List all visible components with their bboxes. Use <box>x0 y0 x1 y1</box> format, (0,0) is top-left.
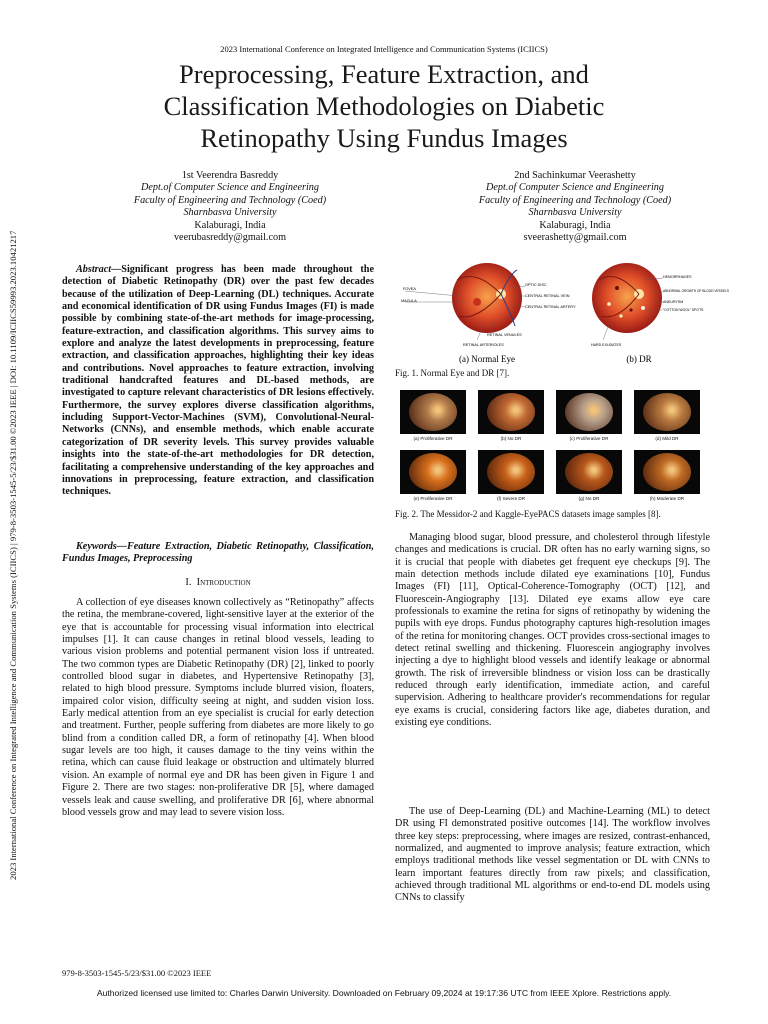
intro-paragraph: A collection of eye diseases known collectively as “Retinopathy” affects the retina, the membrane-covered, light-sensitive layer at the exterior of the eye that is accountable for processing visual information into electrical impulses [1]. It can cause changes in retinal blood vessels, leading to various vision problems and potential permanent vision loss if untreated. The two common types are Diabetic Retinopathy (DR) [2], linked to poorly controlled blood sugar in diabetes, and Hypertensive Retinopathy [3], related to high blood pressure. Symptoms include blurred vision, floaters, impaired color vision, difficulty seeing at night, and sudden vision loss. Early medical attention from an eye specialist is crucial for early detection and treatment. Further, people suffering from diabetes are more likely to go blind from a condition called DR, a form of retinopathy [4]. When blood sugar levels are too high, it causes damage to the tiny veins within the retina, which can cause fluid leakage or obstruction and ultimately blurred vision. An example of normal eye and DR has been given in Figure 1 and Figure 2. There are two stages: non-proliferative DR [5], where damaged vessels leak and cause swelling, and proliferative DR [6], where abnormal blood vessels grow and may lead to severe vision loss. <box>62 597 374 818</box>
fundus-image <box>487 393 535 431</box>
abstract-body: Significant progress has been made throughout the detection of Diabetic Retinopathy (DR) over the past few decades because of the utilization of Deep-Learning (DL) techniques. Accurate and economical identification of DR using Fundus Images (FI) is made possible by combining state-of-the-art methods for image-processing, feature-extraction, and classification algorithms. This survey aims to explore and analyze the latest developments in preprocessing, feature extraction, and classification approaches, highlighting their key ideas and contributions. Novel approaches to feature extraction, involving traditional handcrafted features and DL-based methods, are investigated to capture relevant characteristics of DR lesions effectively. Furthermore, the survey explores diverse classification algorithms, including Support-Vector-Machines (SVM), Convolutional-Neural-Networks (CNNs), and ensemble methods, which enable accurate categorization of DR severity levels. This survey provides valuable insights into the state-of-the-art methodologies for DR detection, facilitating a comprehensive understanding of the key approaches and innovations in preprocessing, feature extraction, and classification techniques. <box>62 264 374 498</box>
keywords: Keywords—Feature Extraction, Diabetic Retinopathy, Classification, Fundus Images, Preprocessing <box>62 541 374 565</box>
section-title: Introduction <box>196 577 251 588</box>
fundus-sample-tile <box>400 450 466 494</box>
body-paragraph: The use of Deep-Learning (DL) and Machine-Learning (ML) to detect DR using FI demonstrated positive outcomes [14]. The workflow involves three key steps: preprocessing, where images are resized, contrast-enhanced, normalized, and augmented to improve analysis; feature extraction, which employs traditional methods like vessel segmentation or DL with CNNs to learn important features directly from raw pixels; and classification, achieved through traditional ML algorithms or end-to-end DL models using CNNs to classify <box>395 806 710 904</box>
author-name: 1st Veerendra Basreddy <box>181 170 279 181</box>
dr-eye-image <box>591 263 729 364</box>
figure-1-caption: Fig. 1. Normal Eye and DR [7]. <box>395 368 510 378</box>
author-university: Sharnbasva University <box>183 207 277 219</box>
normal-eye-caption: (a) Normal Eye <box>459 354 515 364</box>
figure-1-eye-diagram <box>395 258 729 366</box>
author-city: Kalaburagi, India <box>194 219 266 231</box>
author-name: 2nd Sachinkumar Veerashetty <box>514 170 636 181</box>
author-city: Kalaburagi, India <box>539 219 611 231</box>
fundus-image <box>565 393 613 431</box>
title-line: Classification Methodologies on Diabetic <box>163 91 605 121</box>
author-dept: Dept.of Computer Science and Engineering <box>141 182 319 194</box>
label-optic-disc: OPTIC DISC <box>525 283 547 287</box>
label-fovea: FOVEA <box>403 287 416 291</box>
body-paragraph: Managing blood sugar, blood pressure, and cholesterol through lifestyle changes and medications is crucial. DR often has no early warning signs, so it is crucial that people with diabetes get frequent eye checkups [9]. The main detection methods include dilated eye examinations [10], Fundus Images (FI) [11], Optical-Coherence-Tomography (OCT) [12], and Fluorescein-Angiography [13]. Dilated eye exams allow eye care professionals to examine the retina for signs of retinopathy by widening the pupils with eye drops. Fundus photography captures high-resolution images of the retina for monitoring changes. OCT provides cross-sectional images to detect retinal swelling and thickening. Fluorescein angiography involves injecting a dye to highlight blood vessels and identify leakage or abnormal growth. The risk of irreversible blindness or vision loss can be drastically reduced through early identification, immediate action, and careful supervision. Adhering to healthcare provider's recommendations for regular eye exams is crucial, considering factors like age, diabetes duration, and existing eye conditions. <box>395 532 710 729</box>
title-line: Preprocessing, Feature Extraction, and <box>179 59 589 89</box>
fundus-sample-tile <box>556 450 622 494</box>
label-cotton-wool: "COTTON WOOL" SPOTS <box>663 308 704 312</box>
fundus-image <box>409 393 457 431</box>
fundus-image <box>565 453 613 491</box>
tile-label: (f) Severe DR <box>496 496 526 501</box>
macula-shape <box>473 298 481 306</box>
normal-eye-retina <box>452 263 522 333</box>
fundus-image <box>643 393 691 431</box>
label-hemorrhages: HEMORRHAGES <box>663 275 692 279</box>
abstract-lead: Abstract— <box>76 264 122 275</box>
author-email: sveerashetty@gmail.com <box>523 232 627 244</box>
copyright-footer: 979-8-3503-1545-5/23/$31.00 ©2023 IEEE <box>62 968 212 978</box>
figure-2-sample-grid <box>400 390 710 502</box>
normal-eye-image <box>401 263 576 364</box>
fundus-image <box>643 453 691 491</box>
author-faculty: Faculty of Engineering and Technology (Coed) <box>478 194 672 206</box>
author-email: veerubasreddy@gmail.com <box>173 232 287 244</box>
tile-label: (b) No DR <box>500 436 522 441</box>
section-number: I. <box>185 577 192 588</box>
fundus-sample-tile <box>634 390 700 434</box>
label-arterioles: RETINAL ARTERIOLES <box>463 343 504 347</box>
tile-label: (g) No DR <box>578 496 600 501</box>
label-retinal-artery: CENTRAL RETINAL ARTERY <box>525 305 576 309</box>
tile-label: (a) Proliferative DR <box>413 436 453 441</box>
fundus-sample-tile <box>556 390 622 434</box>
author-block-2 <box>425 170 725 244</box>
fundus-image <box>487 453 535 491</box>
label-macula: MACULA <box>401 299 417 303</box>
author-dept: Dept.of Computer Science and Engineering <box>486 182 664 194</box>
author-faculty: Faculty of Engineering and Technology (Coed) <box>133 194 327 206</box>
title-line: Retinopathy Using Fundus Images <box>200 123 568 153</box>
author-block-1 <box>80 170 380 244</box>
author-university: Sharnbasva University <box>528 207 622 219</box>
fundus-sample-tile <box>400 390 466 434</box>
tile-label: (e) Proliferative DR <box>413 496 453 501</box>
tile-label: (c) Proliferative DR <box>569 436 609 441</box>
paper-title <box>60 58 708 154</box>
tile-label: (d) Mild DR <box>655 436 679 441</box>
fundus-image <box>409 453 457 491</box>
dr-eye-caption: (b) DR <box>626 354 652 364</box>
fundus-sample-tile <box>478 390 544 434</box>
label-hard-exudates: HARD EXUDATES <box>591 343 622 347</box>
label-aneurysm: ANEURYSM <box>663 300 684 304</box>
license-notice: Authorized licensed use limited to: Charles Darwin University. Downloaded on February 09,2024 at 19:17:36 UTC from IEEE Xplore. Restrictions apply. <box>96 988 672 998</box>
label-venules: RETINAL VENULES <box>487 333 522 337</box>
conference-header: 2023 International Conference on Integrated Intelligence and Communication Systems (ICIICS) <box>220 44 548 54</box>
tile-label: (h) Moderate DR <box>649 496 685 501</box>
figure-2-caption: Fig. 2. The Messidor-2 and Kaggle-EyePACS datasets image samples [8]. <box>395 509 661 519</box>
label-retinal-vein: CENTRAL RETINAL VEIN <box>525 294 570 298</box>
section-heading <box>62 577 374 588</box>
fundus-sample-tile <box>478 450 544 494</box>
abstract <box>62 264 374 499</box>
dr-eye-retina <box>592 263 662 333</box>
label-abnormal-growth: ABNORMAL GROWTH OF BLOOD VESSELS <box>663 289 729 293</box>
fundus-sample-tile <box>634 450 700 494</box>
side-doi-strip: 2023 International Conference on Integrated Intelligence and Communication Systems (ICIICS) | 979-8-3503-1545-5/23/$31.00 ©2023 IEEE | DOI: 10.1109/ICIICS59993.2023.10421217 <box>8 230 18 880</box>
